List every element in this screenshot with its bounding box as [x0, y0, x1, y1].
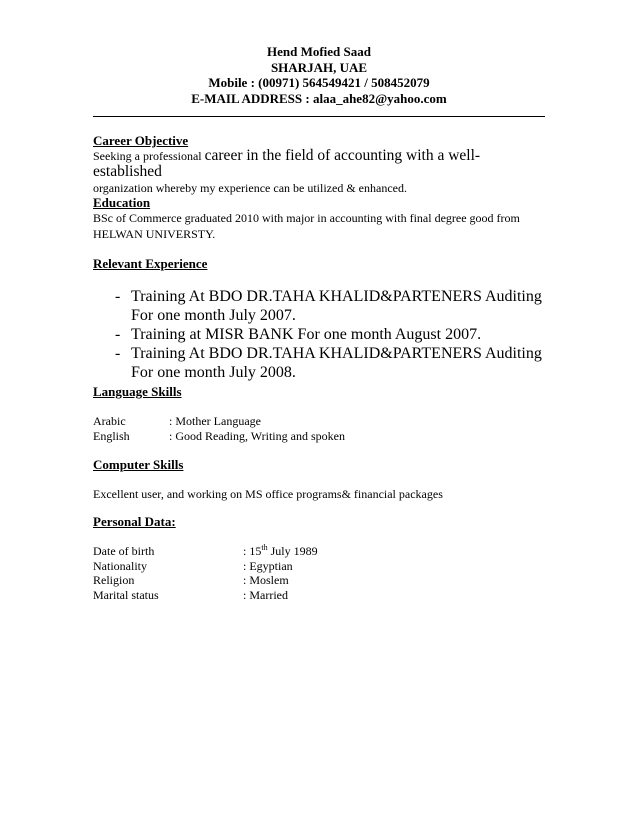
dob-ordinal: th	[261, 543, 268, 552]
personal-label: Religion	[93, 573, 135, 588]
language-value: : Good Reading, Writing and spoken	[169, 428, 345, 443]
personal-value: : Egyptian	[243, 558, 293, 573]
experience-item-text: Training at MISR BANK For one month August 2007.	[131, 326, 482, 343]
dob-label: Date of birth	[93, 544, 155, 558]
dob-day: : 15	[243, 544, 262, 558]
bullet-dash: -	[115, 326, 121, 343]
language-skills-title: Language Skills	[93, 384, 182, 399]
candidate-mobile: Mobile : (00971) 564549421 / 508452079	[208, 75, 430, 90]
language-value: : Mother Language	[169, 414, 261, 428]
career-objective-title: Career Objective	[93, 133, 189, 148]
education-text: BSc of Commerce graduated 2010 with major in accounting with final degree good from HELWAN UNIVERSTY.	[93, 211, 520, 241]
resume-header	[0, 44, 638, 106]
computer-skills-title: Computer Skills	[93, 457, 184, 472]
computer-skills-text: Excellent user, and working on MS office programs& financial packages	[93, 487, 443, 501]
candidate-location: SHARJAH, UAE	[270, 59, 368, 75]
experience-item-text: Training At BDO DR.TAHA KHALID&PARTENERS Auditing For one month July 2008.	[131, 345, 542, 381]
dob-month-year: July 1989	[267, 544, 318, 558]
personal-label: Marital status	[93, 588, 159, 603]
career-text-rest: organization whereby my experience can be utilized & enhanced.	[93, 181, 407, 195]
education-title: Education	[93, 195, 151, 210]
experience-item	[93, 325, 545, 344]
language-label: English	[93, 428, 130, 443]
dob-value	[243, 544, 318, 559]
language-label: Arabic	[93, 414, 126, 428]
personal-value: : Moslem	[243, 573, 289, 588]
personal-label: Nationality	[93, 558, 147, 573]
experience-item-text: Training At BDO DR.TAHA KHALID&PARTENERS Auditing For one month July 2007.	[131, 288, 542, 324]
experience-title: Relevant Experience	[93, 256, 208, 271]
experience-item	[93, 287, 545, 325]
bullet-dash: -	[115, 345, 121, 362]
experience-list	[93, 287, 545, 382]
personal-value: : Married	[243, 588, 288, 603]
candidate-name: Hend Mofied Saad	[266, 44, 371, 59]
career-objective-text	[93, 148, 545, 196]
career-text-large: career in the field of accounting with a well-established	[93, 147, 481, 180]
header-divider	[93, 116, 545, 117]
candidate-email: E-MAIL ADDRESS : alaa_ahe82@yahoo.com	[191, 90, 447, 106]
career-text-small: Seeking a professional	[93, 149, 205, 163]
personal-data-title: Personal Data:	[93, 514, 176, 529]
experience-item	[93, 344, 545, 382]
bullet-dash: -	[115, 288, 121, 305]
